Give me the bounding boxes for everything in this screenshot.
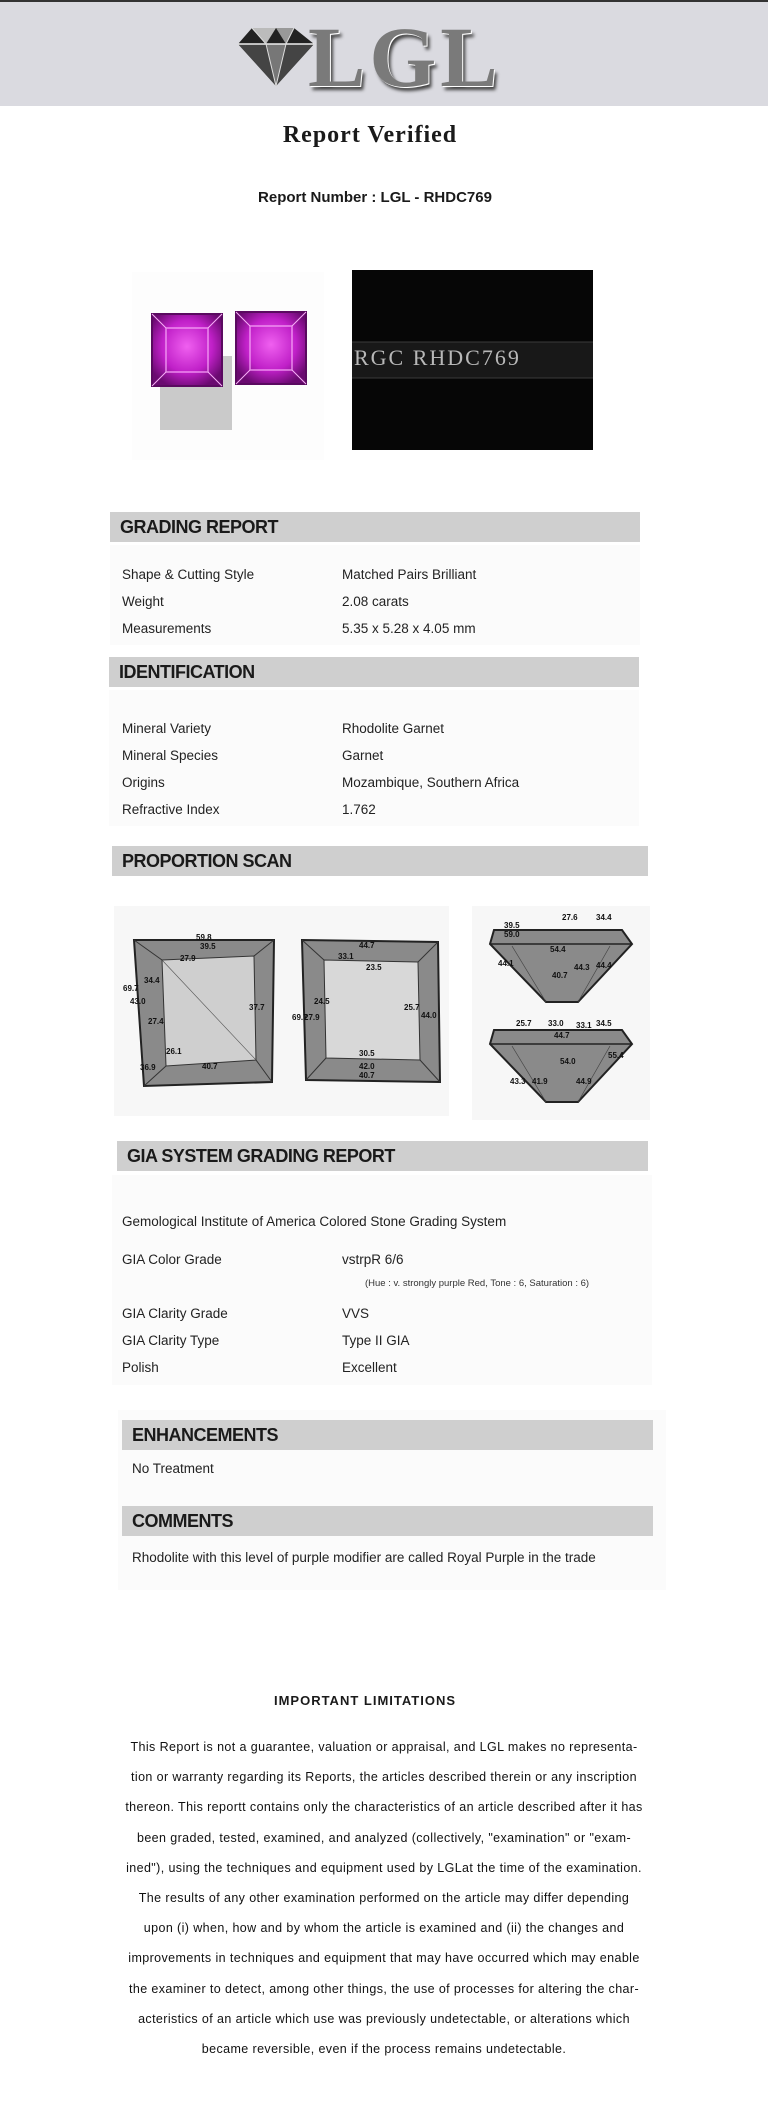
limitations-line: the examiner to detect, among other things, the use of processes for altering the char- [128, 1981, 640, 1996]
measurements-label: Measurements [122, 621, 212, 636]
polish-label: Polish [122, 1360, 159, 1375]
side-bottom-label-6: 54.0 [560, 1057, 576, 1066]
weight-value: 2.08 carats [342, 594, 409, 609]
left-label-3: 27.9 [180, 954, 196, 963]
gia-clarity-type-value: Type II GIA [342, 1333, 410, 1348]
mid-label-2: 33.1 [338, 952, 354, 961]
gia-color-label: GIA Color Grade [122, 1252, 222, 1267]
side-bottom-label-4: 34.5 [596, 1019, 612, 1028]
logo-text: LGL [308, 9, 502, 105]
gia-system-name: Gemological Institute of America Colored Stone Grading System [122, 1214, 507, 1229]
report-number: Report Number : LGL - RHDC769 [258, 189, 492, 206]
mid-label-9: 30.5 [359, 1049, 375, 1058]
mid-label-7: 25.7 [404, 1003, 420, 1012]
gia-clarity-type-label: GIA Clarity Type [122, 1333, 220, 1348]
gia-clarity-grade-value: VVS [342, 1306, 370, 1321]
refractive-index-label: Refractive Index [122, 802, 220, 817]
gia-clarity-grade-label: GIA Clarity Grade [122, 1306, 228, 1321]
enhancements-text: No Treatment [132, 1461, 214, 1476]
side-top-label-3: 59.0 [504, 930, 520, 939]
origins-value: Mozambique, Southern Africa [342, 775, 520, 790]
limitations-line: This Report is not a guarantee, valuation or appraisal, and LGL makes no representa- [130, 1740, 638, 1754]
side-top-label-4: 34.4 [596, 913, 612, 922]
left-label-11: 40.7 [202, 1062, 218, 1071]
gia-header: GIA SYSTEM GRADING REPORT [117, 1141, 648, 1171]
shape-label: Shape & Cutting Style [122, 567, 255, 582]
limitations-line: acteristics of an article which use was previously undetectable, or alterations which [138, 2011, 630, 2026]
identification-header: IDENTIFICATION [109, 657, 639, 687]
proportion-diagram-top [114, 906, 449, 1116]
left-label-9: 26.1 [166, 1047, 182, 1056]
inscription-photo [352, 270, 593, 450]
left-label-2: 39.5 [200, 942, 216, 951]
polish-value: Excellent [342, 1360, 397, 1375]
limitations-line: The results of any other examination performed on the article may differ depending [138, 1891, 630, 1906]
comments-text: Rhodolite with this level of purple modifier are called Royal Purple in the trade [132, 1550, 596, 1565]
mid-label-11: 40.7 [359, 1071, 375, 1080]
side-bottom-label-1: 25.7 [516, 1019, 532, 1028]
diamond-icon [230, 22, 320, 92]
left-label-6: 43.0 [130, 997, 146, 1006]
side-bottom-label-8: 41.9 [532, 1077, 548, 1086]
side-bottom-label-2: 33.0 [548, 1019, 564, 1028]
mineral-species-label: Mineral Species [122, 748, 219, 763]
side-top-label-8: 44.3 [574, 963, 590, 972]
measurements-value: 5.35 x 5.28 x 4.05 mm [342, 621, 476, 636]
header-band [0, 0, 768, 106]
limitations-text [118, 1732, 650, 2064]
limitations-line: improvements in techniques and equipment that may have occurred which may enable [128, 1951, 640, 1966]
side-bottom-label-3: 33.1 [576, 1021, 592, 1030]
mid-label-10: 42.0 [359, 1062, 375, 1071]
left-label-8: 27.4 [148, 1017, 164, 1026]
mid-label-4: 24.5 [314, 997, 330, 1006]
weight-label: Weight [122, 594, 164, 609]
mid-label-8: 44.0 [421, 1011, 437, 1020]
proportion-scan-header: PROPORTION SCAN [112, 846, 648, 876]
side-top-label-6: 44.1 [498, 959, 514, 968]
gia-color-note: (Hue : v. strongly purple Red, Tone : 6, Saturation : 6) [365, 1278, 590, 1289]
mineral-species-value: Garnet [342, 748, 384, 763]
left-label-10: 36.9 [140, 1063, 156, 1072]
proportion-diagram-side [472, 906, 650, 1120]
mid-label-3: 23.5 [366, 963, 382, 972]
gia-color-value: vstrpR 6/6 [342, 1252, 404, 1267]
side-top-label-1: 27.6 [562, 913, 578, 922]
grading-report-header: GRADING REPORT [110, 512, 640, 542]
mineral-variety-value: Rhodolite Garnet [342, 721, 445, 736]
side-bottom-label-7: 43.3 [510, 1077, 526, 1086]
limitations-line: upon (i) when, how and by whom the article is examined and (ii) the changes and [143, 1921, 625, 1936]
mid-label-5: 69.7 [292, 1013, 308, 1022]
left-label-5: 69.7 [123, 984, 139, 993]
refractive-index-value: 1.762 [342, 802, 376, 817]
shape-value: Matched Pairs Brilliant [342, 567, 477, 582]
mid-label-1: 44.7 [359, 941, 375, 950]
limitations-line: thereon. This reportt contains only the characteristics of an article described after it has [125, 1800, 643, 1815]
origins-label: Origins [122, 775, 165, 790]
mid-label-6: 27.9 [304, 1013, 320, 1022]
side-top-label-7: 40.7 [552, 971, 568, 980]
mineral-variety-label: Mineral Variety [122, 721, 212, 736]
gem-photo [132, 272, 324, 460]
left-label-7: 37.7 [249, 1003, 265, 1012]
left-label-4: 34.4 [144, 976, 160, 985]
inscription-text: RGC RHDC769 [354, 345, 521, 370]
side-top-label-9: 44.4 [596, 961, 612, 970]
lgl-logo[interactable] [230, 9, 502, 105]
limitations-title: IMPORTANT LIMITATIONS [273, 1693, 457, 1708]
side-top-label-2: 39.5 [504, 921, 520, 930]
limitations-line: tion or warranty regarding its Reports, the articles described therein or any inscription [131, 1770, 637, 1785]
side-bottom-label-5: 44.7 [554, 1031, 570, 1040]
left-label-1: 59.8 [196, 933, 212, 942]
comments-header: COMMENTS [122, 1506, 653, 1536]
side-top-label-5: 54.4 [550, 945, 566, 954]
limitations-line: became reversible, even if the process remains undetectable. [201, 2042, 567, 2057]
page-title: Report Verified [282, 122, 458, 148]
limitations-line: been graded, tested, examined, and analyzed (collectively, "examination" or "exam- [136, 1830, 632, 1845]
side-bottom-label-9: 44.9 [576, 1077, 592, 1086]
limitations-line: ined"), using the techniques and equipment used by LGLat the time of the examination. [126, 1860, 642, 1875]
enhancements-header: ENHANCEMENTS [122, 1420, 653, 1450]
side-bottom-label-10: 55.4 [608, 1051, 624, 1060]
